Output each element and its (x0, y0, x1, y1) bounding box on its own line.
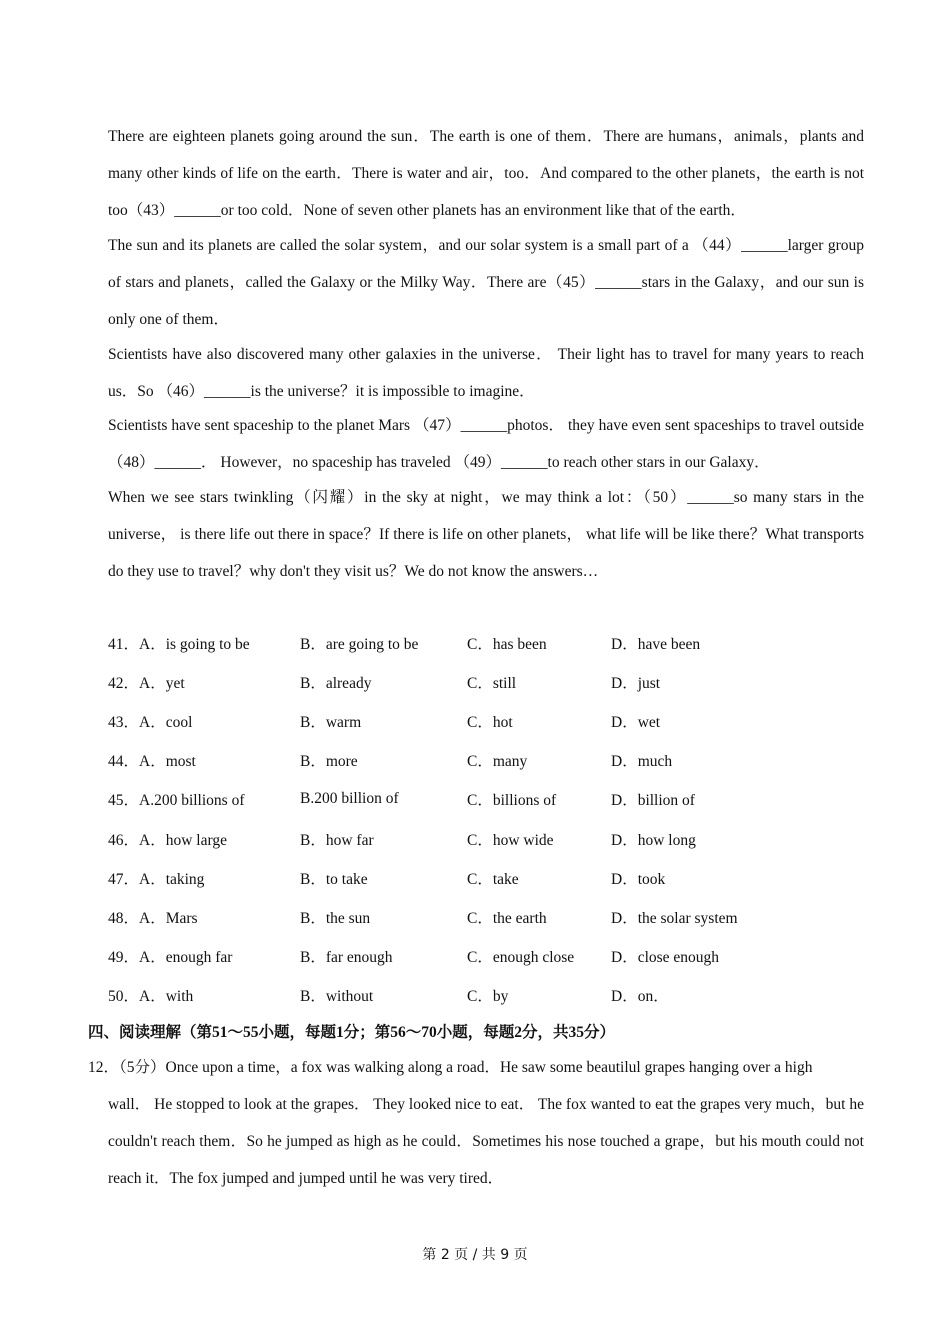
option-c: C．by (467, 988, 509, 1006)
option-row-47 (108, 858, 811, 897)
option-a: 49．A．enough far (108, 949, 233, 967)
option-d: D．have been (611, 635, 701, 653)
passage-paragraph-5: When we see stars twinkling（闪耀）in the sky at night，we may think a lot：（50）______so many stars in the universe， is there life out there in space？If there is life on other planets， what life will be like there？What transports do they use to travel？why don't they visit us？We do not know the answers… (108, 489, 864, 580)
question-12-body: wall． He stopped to look at the grapes． They looked nice to eat． The fox wanted to eat the grapes very much，but he couldn't reach them．So he jumped as high as he could．Sometimes his nose touched a grape，but his mouth could not reach it．The fox jumped and jumped until he was very tired． (108, 1096, 864, 1187)
option-a: 44．A．most (108, 753, 196, 771)
passage-paragraph-2: The sun and its planets are called the solar system，and our solar system is a small part of a （44）______larger group of stars and planets，called the Galaxy or the Milky Way．There are（45）______stars in the Galaxy，and our sun is only one of them． (108, 237, 864, 328)
option-c: C．still (467, 674, 517, 692)
passage-paragraph-4: Scientists have sent spaceship to the planet Mars （47）______photos． they have even sent spaceships to travel outside （48）______． However，no spaceship has traveled （49）______to reach other stars in our Galaxy． (108, 417, 864, 471)
option-row-43 (108, 701, 811, 740)
option-c: C．many (467, 753, 528, 771)
option-row-45 (108, 780, 811, 819)
option-d: D．close enough (611, 949, 720, 967)
option-d: D．just (611, 674, 661, 692)
option-b: B．warm (300, 713, 362, 731)
option-c: C．has been (467, 635, 547, 653)
option-b: B．more (300, 753, 358, 771)
option-row-49 (108, 937, 811, 976)
option-c: C．take (467, 870, 519, 888)
question-12-first-line: 12．（5分）Once upon a time，a fox was walking along a road．He saw some beautilul grapes hanging over a high (88, 1059, 813, 1076)
option-d: D．took (611, 870, 666, 888)
options-table (108, 623, 811, 1015)
option-d: D．billion of (611, 792, 695, 810)
passage-paragraph-3: Scientists have also discovered many other galaxies in the universe． Their light has to travel for many years to reach us．So （46）______is the universe？it is impossible to imagine． (108, 346, 864, 400)
option-a: 42．A．yet (108, 674, 185, 692)
option-b: B.200 billion of (300, 790, 399, 808)
option-d: D．wet (611, 713, 661, 731)
option-c: C．how wide (467, 831, 554, 849)
option-a: 48．A．Mars (108, 909, 198, 927)
option-c: C．billions of (467, 792, 557, 810)
option-b: B．far enough (300, 949, 393, 967)
option-a: 41．A．is going to be (108, 635, 250, 653)
option-a: 47．A．taking (108, 870, 205, 888)
option-d: D．on． (611, 988, 669, 1006)
option-c: C．enough close (467, 949, 575, 967)
option-b: B．without (300, 988, 374, 1006)
option-a: 50．A．with (108, 988, 194, 1006)
option-d: D．much (611, 753, 673, 771)
option-d: D．how long (611, 831, 696, 849)
section-heading-reading: 四、阅读理解（第51～55小题，每题1分；第56～70小题，每题2分，共35分） (88, 1024, 616, 1041)
option-row-41 (108, 623, 811, 662)
option-a: 45．A.200 billions of (108, 792, 245, 810)
option-row-48 (108, 897, 811, 936)
passage-paragraph-1: There are eighteen planets going around the sun．The earth is one of them．There are humans，animals，plants and many other kinds of life on the earth．There is water and air，too．And compared to the other planets，the earth is not too（43）______or too cold．None of seven other planets has an environment like that of the earth． (108, 128, 864, 219)
option-c: C．the earth (467, 909, 547, 927)
option-d: D．the solar system (611, 909, 738, 927)
option-row-42 (108, 662, 811, 701)
option-b: B．already (300, 674, 372, 692)
option-b: B．the sun (300, 909, 371, 927)
option-a: 43．A．cool (108, 713, 193, 731)
option-row-44 (108, 741, 811, 780)
option-b: B．how far (300, 831, 374, 849)
option-row-50 (108, 976, 811, 1015)
option-row-46 (108, 819, 811, 858)
option-b: B．to take (300, 870, 368, 888)
option-c: C．hot (467, 713, 513, 731)
page-footer: 第 2 页 / 共 9 页 (422, 1247, 528, 1263)
option-a: 46．A．how large (108, 831, 227, 849)
question-12 (88, 1049, 864, 1197)
option-b: B．are going to be (300, 635, 419, 653)
